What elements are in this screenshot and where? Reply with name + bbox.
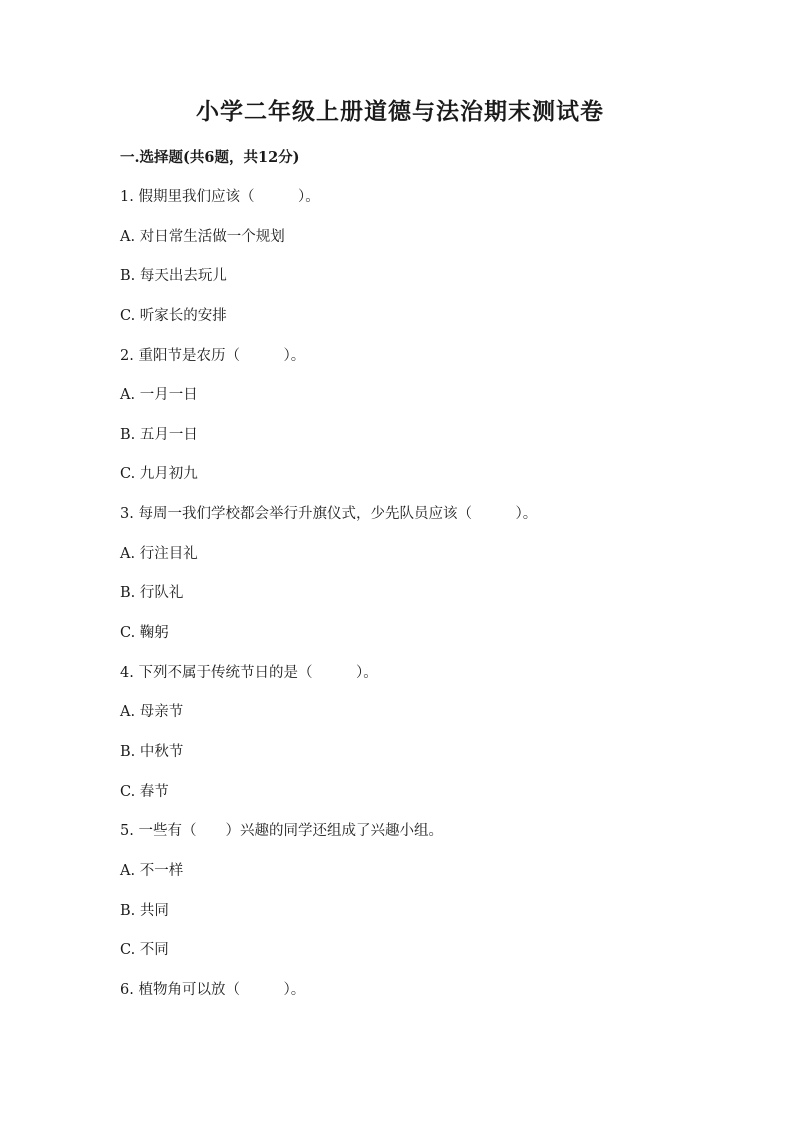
page-title: 小学二年级上册道德与法治期末测试卷 [196,98,604,125]
section-heading: 一.选择题(共6题，共12分) [120,149,300,166]
question-5-option-a: A. 不一样 [120,862,184,879]
question-1-option-c: C. 听家长的安排 [120,307,227,324]
question-4-option-c: C. 春节 [120,783,169,800]
question-5-option-b: B. 共同 [120,902,169,919]
question-6: 6. 植物角可以放（ ）。 [120,981,306,998]
question-3-option-a: A. 行注目礼 [120,545,198,562]
question-3: 3. 每周一我们学校都会举行升旗仪式，少先队员应该（ ）。 [120,506,538,523]
question-5: 5. 一些有（ ）兴趣的同学还组成了兴趣小组。 [120,823,443,840]
question-1: 1. 假期里我们应该（ ）。 [120,189,320,205]
question-3-option-c: C. 鞠躬 [120,625,169,642]
question-3-option-b: B. 行队礼 [120,585,184,602]
question-1-option-b: B. 每天出去玩儿 [120,268,227,285]
question-2: 2. 重阳节是农历（ ）。 [120,347,306,364]
question-2-option-a: A. 一月一日 [120,387,198,404]
question-4-option-a: A. 母亲节 [120,704,184,721]
question-4: 4. 下列不属于传统节日的是（ ）。 [120,664,378,681]
question-1-option-a: A. 对日常生活做一个规划 [120,228,285,245]
question-list [120,186,720,1018]
question-5-option-c: C. 不同 [120,942,169,959]
question-2-option-c: C. 九月初九 [120,466,198,483]
question-4-option-b: B. 中秋节 [120,743,184,760]
question-2-option-b: B. 五月一日 [120,426,198,443]
